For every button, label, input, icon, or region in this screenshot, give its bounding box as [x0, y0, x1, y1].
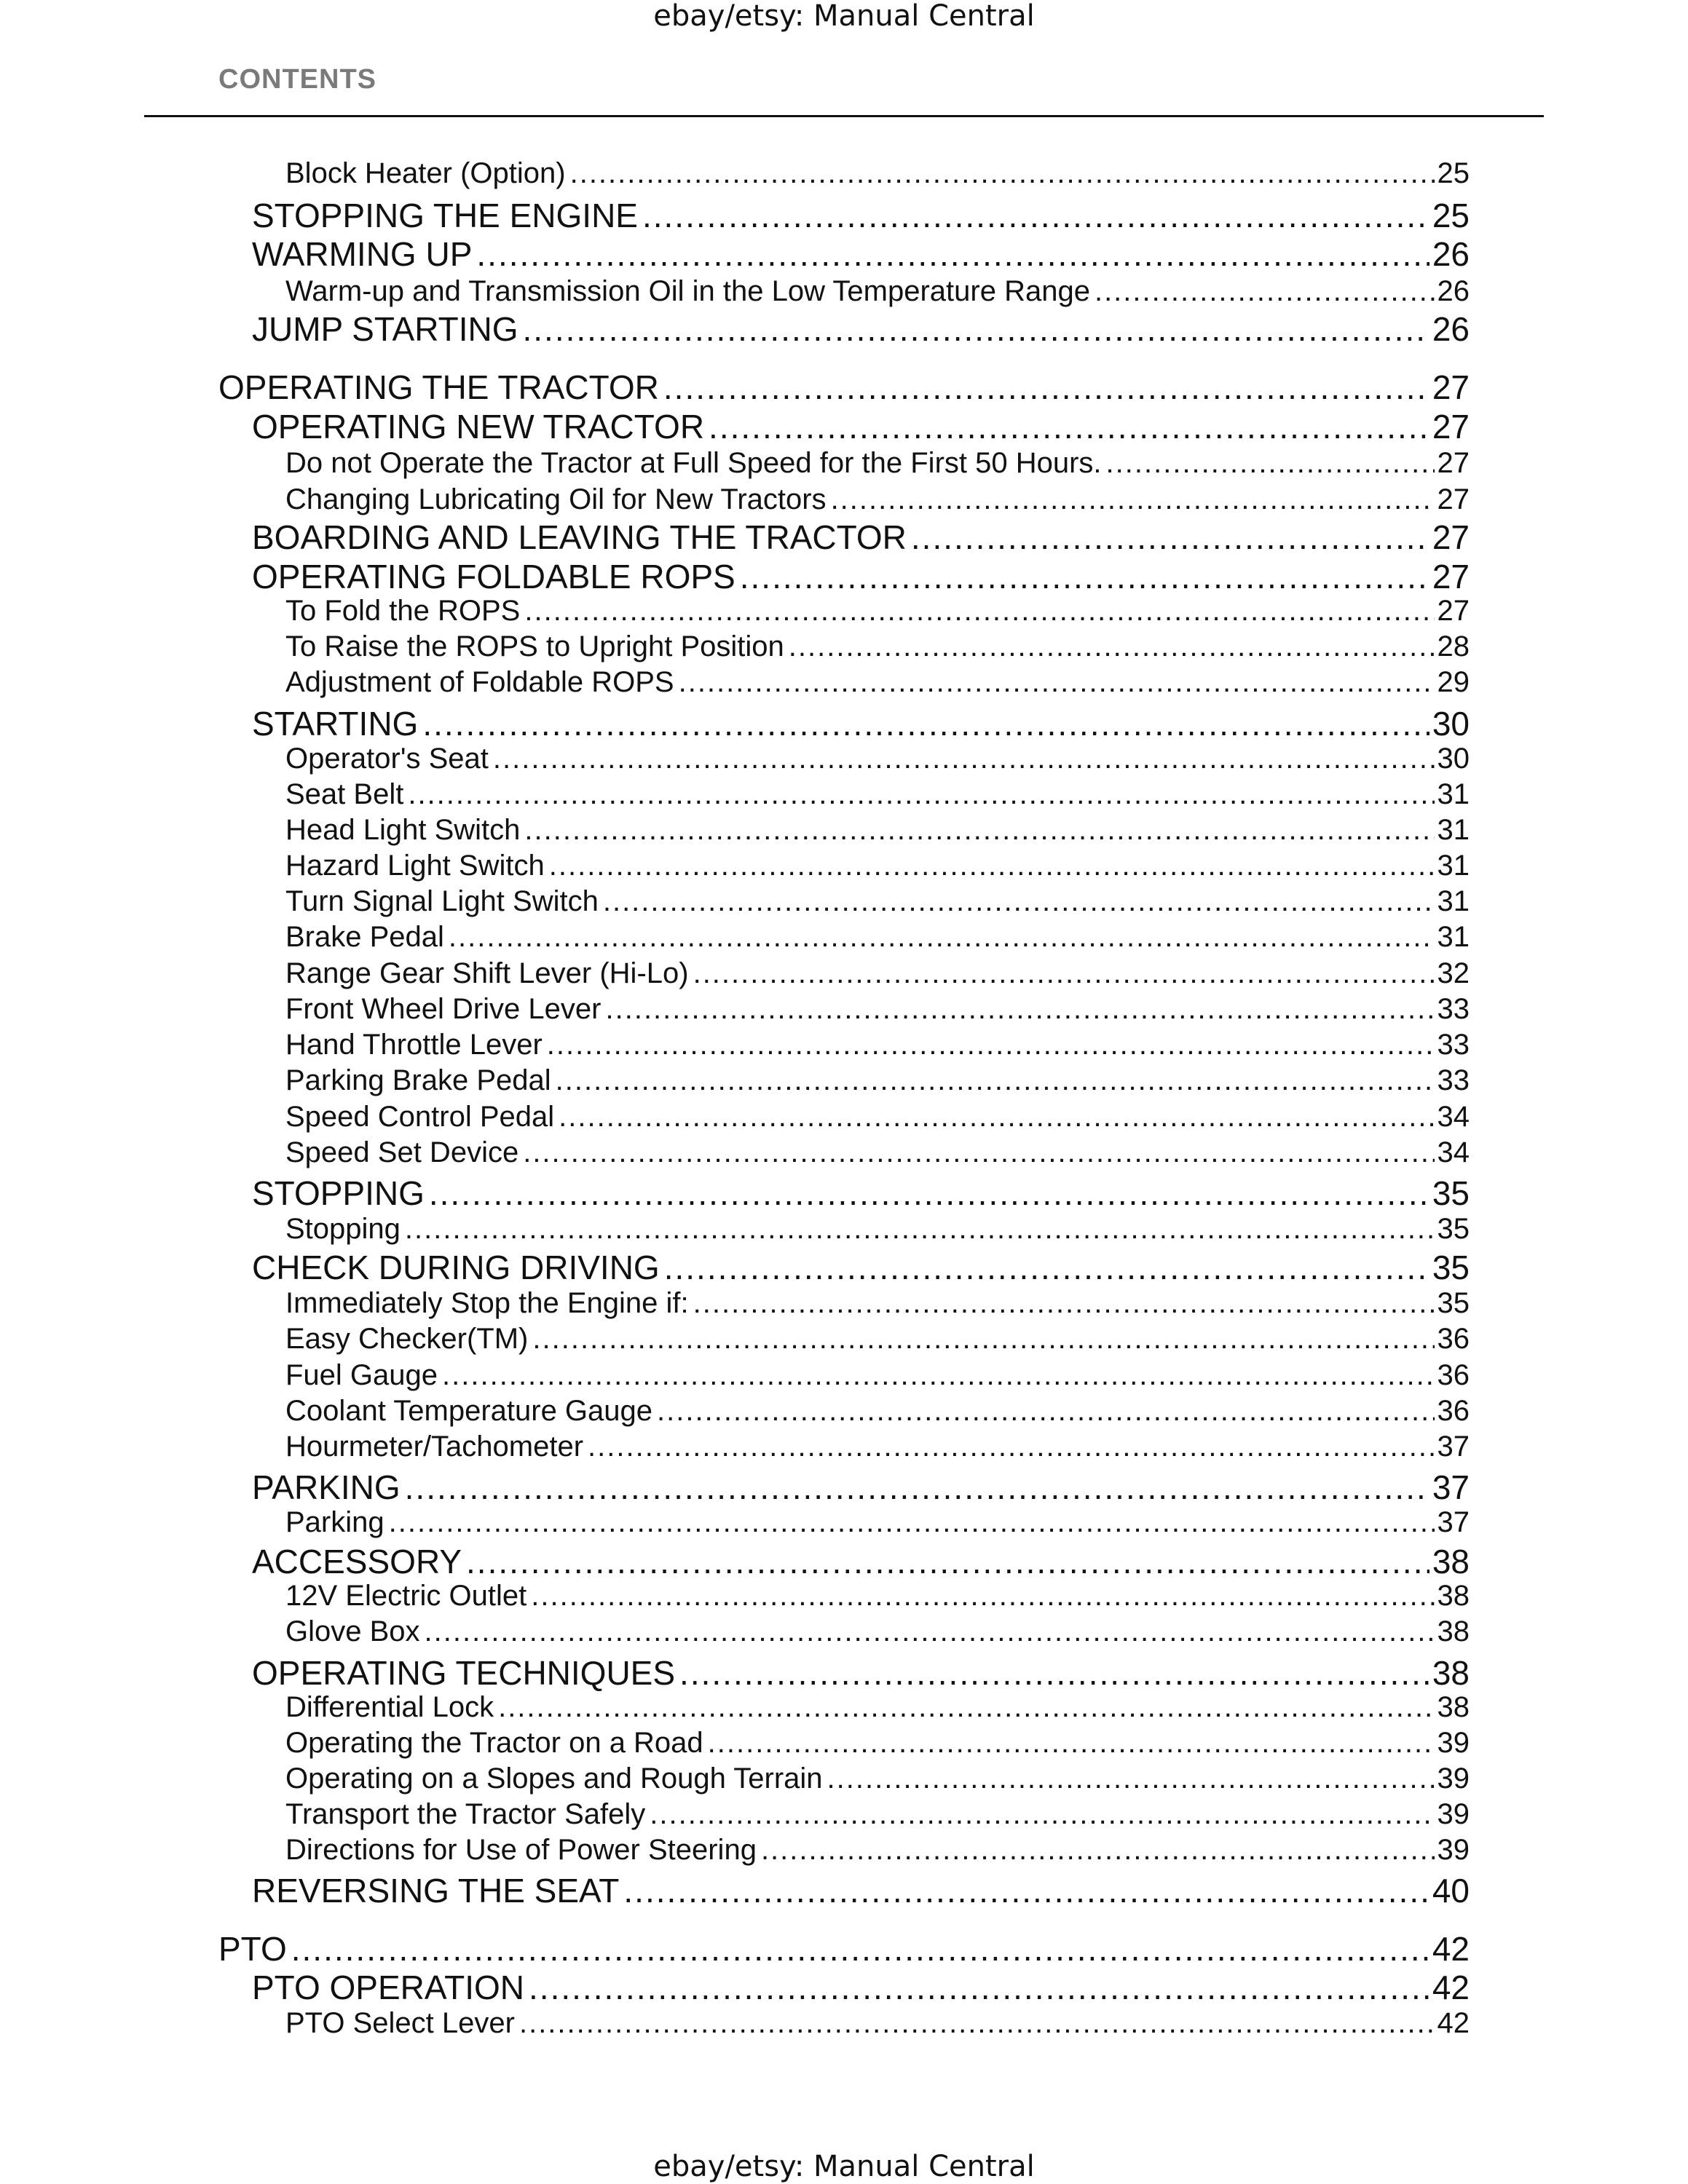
toc-entry-title: Speed Control Pedal [285, 1101, 555, 1133]
dot-leader [679, 1653, 1429, 1693]
dot-leader [531, 1580, 1434, 1613]
toc-entry-page: 39 [1437, 1834, 1470, 1866]
toc-entry-title: Fuel Gauge [285, 1359, 438, 1391]
toc-entry-page: 31 [1437, 778, 1470, 810]
toc-entry-page: 39 [1437, 1727, 1470, 1759]
toc-entry [218, 1929, 1470, 1969]
dot-leader [693, 957, 1435, 990]
dot-leader [389, 1506, 1435, 1539]
toc-entry-title: Range Gear Shift Lever (Hi-Lo) [285, 957, 689, 989]
toc-entry-page: 33 [1437, 1029, 1470, 1061]
toc-entry [252, 407, 1470, 446]
toc-entry [285, 1431, 1470, 1463]
toc-entry-title: Parking [285, 1506, 384, 1538]
dot-leader [524, 814, 1434, 847]
toc-entry [285, 595, 1470, 628]
toc-entry-title: Coolant Temperature Gauge [285, 1395, 653, 1427]
dot-leader [650, 1798, 1434, 1831]
toc-entry-page: 35 [1432, 1249, 1470, 1286]
toc-entry [285, 1136, 1470, 1169]
toc-entry [285, 921, 1470, 954]
dot-leader [623, 1871, 1429, 1910]
toc-entry-title: Turn Signal Light Switch [285, 885, 599, 917]
dot-leader [522, 309, 1429, 349]
toc-entry-title: Do not Operate the Tractor at Full Speed for the First 50 Hours. [285, 447, 1102, 479]
toc-entry-page: 35 [1437, 1287, 1470, 1319]
toc-entry [252, 1468, 1470, 1507]
toc-entry-title: Hand Throttle Lever [285, 1029, 543, 1061]
toc-entry-title: Operating the Tractor on a Road [285, 1727, 703, 1759]
toc-entry [285, 1359, 1470, 1392]
dot-leader [603, 885, 1435, 918]
toc-entry-title: 12V Electric Outlet [285, 1580, 527, 1612]
toc-entry [285, 1615, 1470, 1648]
dot-leader [405, 1468, 1429, 1507]
toc-entry [285, 1834, 1470, 1867]
toc-entry-page: 36 [1437, 1323, 1470, 1355]
dot-leader [429, 1174, 1429, 1213]
toc-entry [285, 743, 1470, 775]
toc-entry [218, 368, 1470, 407]
toc-entry-title: Adjustment of Foldable ROPS [285, 666, 674, 698]
toc-entry-title: PARKING [252, 1468, 401, 1506]
toc-entry-page: 25 [1437, 157, 1470, 189]
dot-leader [532, 1323, 1434, 1356]
toc-entry-page: 27 [1432, 408, 1470, 446]
toc-entry [285, 275, 1470, 308]
toc-entry-title: STOPPING THE ENGINE [252, 197, 638, 234]
toc-entry [285, 778, 1470, 811]
toc-entry-title: Stopping [285, 1213, 401, 1245]
dot-leader [657, 1395, 1434, 1428]
toc-entry [285, 447, 1470, 480]
toc-entry-page: 27 [1432, 558, 1470, 596]
toc-entry-page: 25 [1432, 197, 1470, 234]
toc-entry-page: 39 [1437, 1798, 1470, 1830]
toc-entry-title: Directions for Use of Power Steering [285, 1834, 757, 1866]
dot-leader [740, 557, 1429, 596]
toc-entry-page: 27 [1437, 595, 1470, 627]
dot-leader [570, 157, 1435, 190]
dot-leader [709, 407, 1429, 446]
toc-entry-page: 26 [1432, 310, 1470, 348]
dot-leader [466, 1542, 1429, 1581]
toc-entry-page: 38 [1437, 1580, 1470, 1612]
dot-leader [524, 595, 1434, 628]
toc-entry-title: Hazard Light Switch [285, 850, 545, 882]
dot-leader [679, 666, 1435, 699]
toc-entry-page: 28 [1437, 630, 1470, 662]
toc-entry-title: PTO OPERATION [252, 1969, 525, 2006]
toc-entry-page: 37 [1437, 1431, 1470, 1463]
toc-entry-page: 37 [1437, 1506, 1470, 1538]
dot-leader [663, 368, 1429, 407]
toc-entry-title: Immediately Stop the Engine if: [285, 1287, 689, 1319]
dot-leader [693, 1287, 1435, 1320]
toc-entry-title: Parking Brake Pedal [285, 1064, 551, 1096]
toc-entry [285, 1029, 1470, 1061]
toc-entry-page: 37 [1432, 1468, 1470, 1506]
toc-entry-title: BOARDING AND LEAVING THE TRACTOR [252, 518, 907, 556]
toc-entry-page: 36 [1437, 1395, 1470, 1427]
toc-entry [252, 1542, 1470, 1581]
dot-leader [529, 1968, 1429, 2007]
toc-entry [285, 1323, 1470, 1356]
toc-entry-page: 29 [1437, 666, 1470, 698]
toc-entry [285, 630, 1470, 663]
toc-entry-title: Head Light Switch [285, 814, 521, 846]
dot-leader [523, 1136, 1434, 1169]
dot-leader [408, 778, 1434, 811]
toc-entry [252, 704, 1470, 743]
toc-entry-title: ACCESSORY [252, 1543, 462, 1580]
dot-leader [642, 196, 1429, 235]
toc-entry-page: 31 [1437, 921, 1470, 953]
toc-entry [252, 557, 1470, 596]
dot-leader [442, 1359, 1434, 1392]
toc-entry [285, 814, 1470, 847]
toc-entry [285, 885, 1470, 918]
toc-entry [285, 1691, 1470, 1724]
toc-entry [285, 850, 1470, 882]
toc-entry [285, 1506, 1470, 1539]
toc-entry-title: Brake Pedal [285, 921, 444, 953]
toc-entry-title: Seat Belt [285, 778, 404, 810]
toc-entry-title: Easy Checker(TM) [285, 1323, 529, 1355]
dot-leader [449, 921, 1435, 954]
toc-entry-page: 39 [1437, 1762, 1470, 1795]
toc-entry [252, 1653, 1470, 1693]
dot-leader [549, 850, 1435, 882]
toc-entry [285, 1395, 1470, 1428]
toc-entry-page: 42 [1437, 2007, 1470, 2039]
toc-entry-page: 31 [1437, 850, 1470, 882]
toc-entry [285, 993, 1470, 1026]
toc-entry-page: 30 [1437, 743, 1470, 775]
dot-leader [664, 1248, 1429, 1287]
toc-entry [285, 666, 1470, 699]
toc-entry-page: 35 [1432, 1174, 1470, 1212]
dot-leader [422, 704, 1429, 743]
toc-entry-title: Hourmeter/Tachometer [285, 1431, 584, 1463]
dot-leader [425, 1615, 1435, 1648]
toc-entry-page: 38 [1437, 1691, 1470, 1723]
toc-entry [285, 1727, 1470, 1760]
toc-entry [252, 309, 1470, 349]
toc-entry-title: Operator's Seat [285, 743, 489, 775]
toc-entry-page: 30 [1432, 705, 1470, 743]
dot-leader [1095, 275, 1435, 308]
toc-entry-page: 27 [1432, 518, 1470, 556]
toc-entry [252, 1871, 1470, 1910]
toc-entry-title: Block Heater (Option) [285, 157, 566, 189]
section-title: CONTENTS [218, 64, 376, 95]
toc-entry [252, 1248, 1470, 1287]
toc-entry-page: 27 [1432, 368, 1470, 406]
toc-entry-title: Glove Box [285, 1615, 420, 1647]
toc-entry [285, 1213, 1470, 1246]
toc-entry [252, 1968, 1470, 2007]
dot-leader [789, 630, 1435, 663]
dot-leader [519, 2007, 1435, 2040]
watermark-top: ebay/etsy: Manual Central [653, 0, 1035, 33]
toc-entry [252, 196, 1470, 235]
dot-leader [493, 743, 1435, 775]
toc-entry-title: OPERATING THE TRACTOR [218, 368, 659, 406]
toc-entry-title: JUMP STARTING [252, 310, 518, 348]
dot-leader [405, 1213, 1435, 1246]
toc-entry-page: 33 [1437, 993, 1470, 1025]
toc-entry [285, 2007, 1470, 2040]
dot-leader [708, 1727, 1435, 1760]
toc-entry-title: Speed Set Device [285, 1136, 519, 1168]
toc-entry-title: Front Wheel Drive Lever [285, 993, 602, 1025]
dot-leader [911, 518, 1429, 557]
toc-entry [285, 1287, 1470, 1320]
toc-entry-title: WARMING UP [252, 235, 473, 273]
toc-entry-page: 42 [1432, 1969, 1470, 2006]
toc-entry-page: 31 [1437, 814, 1470, 846]
toc-entry-title: PTO Select Lever [285, 2007, 515, 2039]
toc-entry-page: 26 [1437, 275, 1470, 307]
dot-leader [559, 1101, 1434, 1133]
toc-entry-page: 38 [1432, 1654, 1470, 1692]
dot-leader [831, 483, 1435, 516]
toc-entry [285, 1798, 1470, 1831]
toc-entry-title: OPERATING NEW TRACTOR [252, 408, 705, 446]
toc-entry-title: STOPPING [252, 1174, 425, 1212]
toc-entry-page: 31 [1437, 885, 1470, 917]
dot-leader [588, 1431, 1434, 1463]
toc-entry-title: STARTING [252, 705, 419, 743]
toc-entry [285, 1580, 1470, 1613]
dot-leader [556, 1064, 1435, 1097]
toc-entry-page: 40 [1432, 1872, 1470, 1910]
toc-entry-title: REVERSING THE SEAT [252, 1872, 620, 1910]
toc-entry-title: Transport the Tractor Safely [285, 1798, 646, 1830]
toc-entry-page: 33 [1437, 1064, 1470, 1096]
toc-entry-title: Operating on a Slopes and Rough Terrain [285, 1762, 823, 1795]
toc-entry-page: 36 [1437, 1359, 1470, 1391]
toc-entry [285, 483, 1470, 516]
toc-entry-title: Differential Lock [285, 1691, 494, 1723]
dot-leader [761, 1834, 1435, 1867]
toc-entry [252, 518, 1470, 557]
toc-entry-title: Warm-up and Transmission Oil in the Low Temperature Range [285, 275, 1090, 307]
toc-entry-page: 32 [1437, 957, 1470, 989]
dot-leader [547, 1029, 1435, 1061]
toc-entry-title: CHECK DURING DRIVING [252, 1249, 660, 1286]
toc-entry [252, 234, 1470, 274]
toc-entry [285, 957, 1470, 990]
toc-entry-title: To Raise the ROPS to Upright Position [285, 630, 784, 662]
toc-entry-page: 35 [1437, 1213, 1470, 1245]
toc-entry-title: To Fold the ROPS [285, 595, 521, 627]
toc-entry-page: 38 [1437, 1615, 1470, 1647]
toc-entry-title: Changing Lubricating Oil for New Tractors [285, 483, 827, 515]
toc-entry-page: 27 [1437, 447, 1470, 479]
dot-leader [291, 1929, 1429, 1969]
toc-entry [285, 1064, 1470, 1097]
toc-entry-page: 34 [1437, 1136, 1470, 1168]
toc-entry-title: PTO [218, 1930, 287, 1968]
toc-entry-page: 26 [1432, 235, 1470, 273]
toc-entry-page: 38 [1432, 1543, 1470, 1580]
dot-leader [605, 993, 1434, 1026]
toc-entry-page: 27 [1437, 483, 1470, 515]
dot-leader [498, 1691, 1434, 1724]
toc-entry-title: OPERATING FOLDABLE ROPS [252, 558, 735, 596]
dot-leader [1106, 447, 1435, 480]
toc-entry-page: 42 [1432, 1930, 1470, 1968]
toc-entry-page: 34 [1437, 1101, 1470, 1133]
dot-leader [476, 234, 1429, 274]
toc-entry [285, 1101, 1470, 1133]
toc-entry [285, 157, 1470, 190]
toc-entry [252, 1174, 1470, 1213]
watermark-bottom: ebay/etsy: Manual Central [653, 2150, 1035, 2183]
dot-leader [827, 1762, 1435, 1795]
toc-entry [285, 1762, 1470, 1795]
toc-entry-title: OPERATING TECHNIQUES [252, 1654, 676, 1692]
